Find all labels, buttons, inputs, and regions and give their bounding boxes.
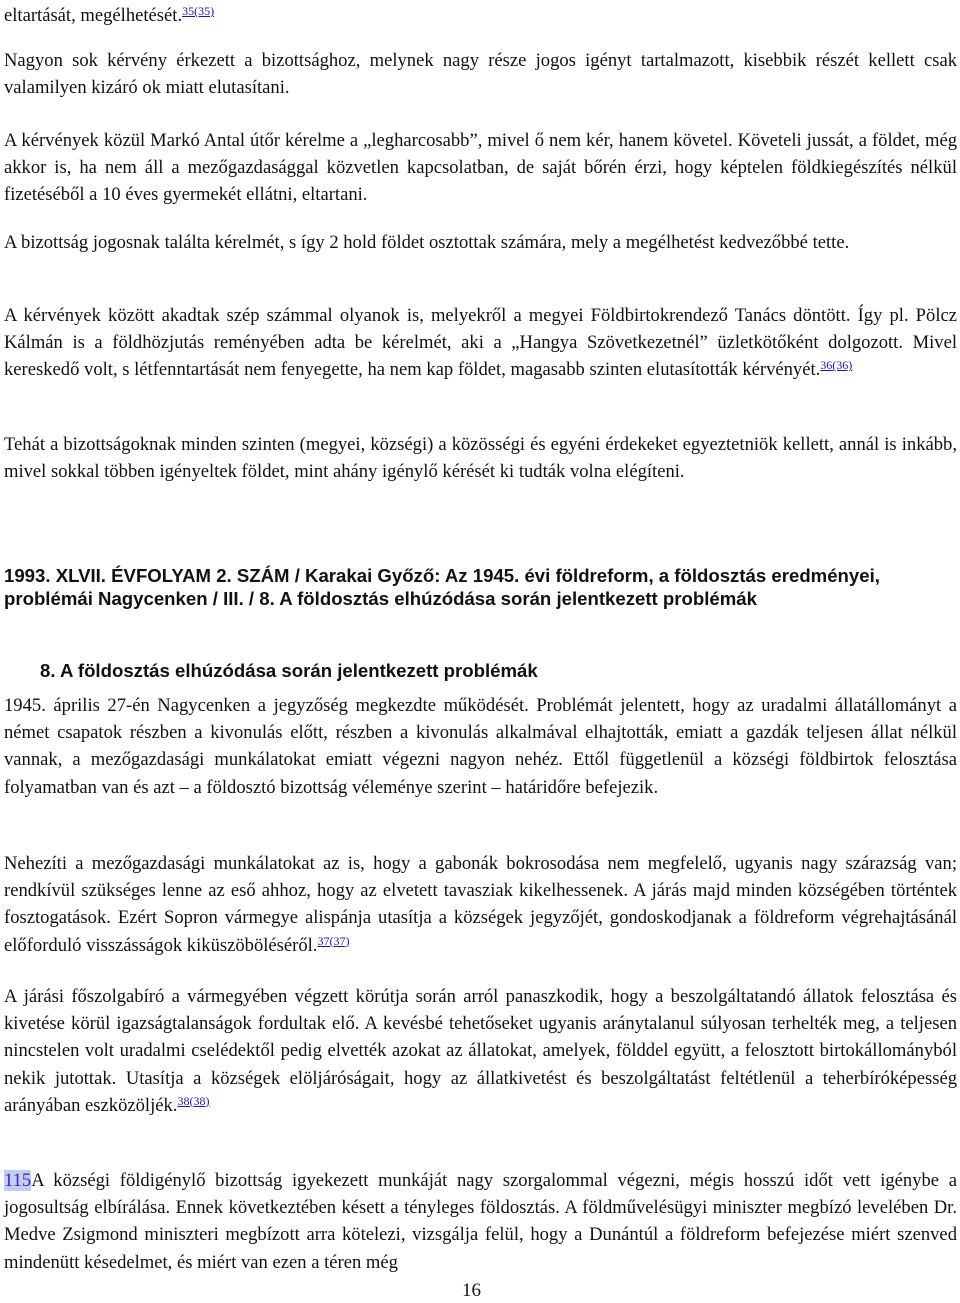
footnote-link-37[interactable]: 37(37) — [317, 933, 350, 948]
paragraph-4: A bizottság jogosnak találta kérelmét, s így 2 hold földet osztottak számára, mely a megélhetést kedvezőbbé tette. — [4, 232, 850, 253]
paragraph-10 — [4, 1167, 957, 1276]
paragraph-5 — [4, 302, 957, 384]
paragraph-10-text: A községi földigénylő bizottság igyekezett munkáját nagy szorgalommal végezni, mégis hosszú időt vett igénybe a jogosultság elbírálása. Ennek következtében késett a tényleges földosztás. A földművelésügyi miniszter megbízó levelében Dr. Medve Zsigmond miniszteri megbízott arra kötelezi, vizsgálja felül, hogy a Dunántúl a földreform befejezése miért szenved mindenütt késedelmet, és miért van ezen a téren még — [4, 1170, 957, 1273]
paragraph-8 — [4, 850, 957, 959]
paragraph-9 — [4, 983, 957, 1119]
article-reference: 1993. XLVII. ÉVFOLYAM 2. SZÁM / Karakai Győző: Az 1945. évi földreform, a földosztás eredményei, problémái Nagycenken / III. / 8. A földosztás elhúzódása során jelentkezett problémák — [4, 565, 880, 609]
paragraph-3: A kérvények közül Markó Antal útőr kérelme a „legharcosabb”, mivel ő nem kér, hanem követel. Követeli jussát, a földet, még akkor is, ha nem áll a mezőgazdasággal közvetlen kapcsolatban, de saját bőrén érzi, hogy képtelen földkiegészítés nélkül fizetéséből a 10 éves gyermekét ellátni, eltartani. — [4, 130, 957, 206]
paragraph-6: Tehát a bizottságoknak minden szinten (megyei, községi) a közösségi és egyéni érdekeket egyeztetniök kellett, annál is inkább, mivel sokkal többen igényeltek földet, mint ahány igénylő kérését ki tudták volna elégíteni. — [4, 434, 957, 483]
paragraph-1 — [4, 2, 957, 29]
paragraph-5-text: A kérvények között akadtak szép számmal olyanok is, melyekről a megyei Földbirtokrendező Tanács döntött. Így pl. Pölcz Kálmán is a földhözjutás reményében adta be kérelmét, aki a „Hangya Szövetkezetnél” üzletkötőként dolgozott. Mivel kereskedő volt, s létfenntartását nem fenyegette, ha nem kap földet, magasabb szinten elutasították kérvényét. — [4, 305, 957, 381]
footnote-link-35[interactable]: 35(35) — [182, 4, 215, 18]
paragraph-2: Nagyon sok kérvény érkezett a bizottsághoz, melynek nagy része jogos igényt tartalmazott, kisebbik részét kellett csak valamilyen kizáró ok miatt elutasítani. — [4, 50, 957, 99]
section-heading: 8. A földosztás elhúzódása során jelentkezett problémák — [40, 660, 538, 681]
paragraph-1-text: eltartását, megélhetését. — [4, 5, 183, 26]
paragraph-9-text: A járási főszolgabíró a vármegyében végzett körútja során arról panaszkodik, hogy a beszolgáltatandó állatok felosztása és kivetése körül igazságtalanságok fordultak elő. A kevésbé tehetőseket ugyanis aránytalanul súlyosan terhelték meg, a teljesen nincstelen volt uradalmi cselédektől pedig elvették azokat az állatokat, amelyek, földdel együtt, a felosztott birtokállományból nekik jutottak. Utasítja a községek elöljáróságait, hogy az állatkivetést és beszolgáltatást feltétlenül a teherbíróképesség arányában eszközöljék. — [4, 986, 957, 1116]
footnote-link-36[interactable]: 36(36) — [820, 358, 853, 373]
footnote-link-38[interactable]: 38(38) — [177, 1093, 210, 1108]
paragraph-8-text: Nehezíti a mezőgazdasági munkálatokat az is, hogy a gabonák bokrosodása nem megfelelő, ugyanis nagy szárazság van; rendkívül szükséges lenne az eső ahhoz, hogy az elvetett tavasziak kikelhessenek. A járás majd minden községében történtek fosztogatások. Ezért Sopron vármegye alispánja utasítja a községek jegyzőjét, gondoskodjanak a földreform végrehajtásánál előforduló visszásságok kiküszöböléséről. — [4, 853, 957, 956]
page-number: 16 — [462, 1280, 481, 1301]
paragraph-7: 1945. április 27-én Nagycenken a jegyzőség megkezdte működését. Problémát jelentett, hogy az uradalmi állatállományt a német csapatok részben a kivonulás előtt, részben a kivonulás alkalmával elhajtották, emiatt a gazdák teljesen állat nélkül vannak, a mezőgazdasági munkálatokat emiatt végezni nagyon nehéz. Ettől függetlenül a községi földbirtok felosztása folyamatban van és azt – a földosztó bizottság véleménye szerint – határidőre befejezik. — [4, 695, 957, 798]
page-marker[interactable]: 115 — [4, 1170, 32, 1191]
